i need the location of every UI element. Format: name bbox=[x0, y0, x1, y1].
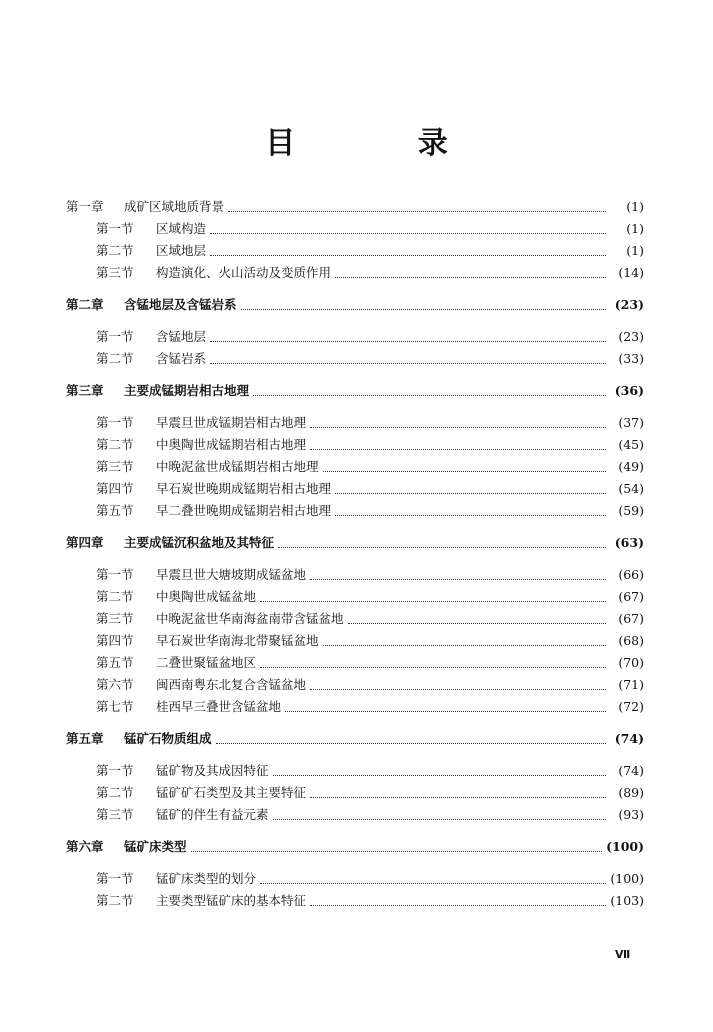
section-title: 锰矿的伴生有益元素 bbox=[156, 807, 269, 822]
dot-leader bbox=[241, 309, 606, 310]
toc-section-row bbox=[66, 674, 644, 696]
section-title: 早石炭世晚期成锰期岩相古地理 bbox=[156, 481, 332, 496]
section-page-number: (14) bbox=[618, 265, 644, 280]
toc-section-row bbox=[66, 868, 644, 890]
toc-section-row bbox=[66, 326, 644, 348]
section-page-number: (93) bbox=[618, 807, 644, 822]
section-title: 早震旦世大塘坡期成锰盆地 bbox=[156, 567, 307, 582]
toc-section-row bbox=[66, 262, 644, 284]
section-title: 含锰岩系 bbox=[156, 351, 207, 366]
chapter-title: 锰矿床类型 bbox=[124, 839, 187, 854]
dot-leader bbox=[273, 819, 606, 820]
toc-section-row bbox=[66, 652, 644, 674]
section-page-number: (70) bbox=[618, 655, 644, 670]
section-number: 第一节 bbox=[96, 871, 134, 886]
dot-leader bbox=[260, 667, 606, 668]
section-title: 含锰地层 bbox=[156, 329, 207, 344]
section-number: 第二节 bbox=[96, 351, 134, 366]
chapter-page-number: (23) bbox=[614, 297, 644, 312]
section-page-number: (103) bbox=[610, 893, 644, 908]
toc-section-row bbox=[66, 760, 644, 782]
toc-chapter-row bbox=[66, 294, 644, 316]
dot-leader bbox=[335, 493, 606, 494]
section-number: 第四节 bbox=[96, 633, 134, 648]
toc-chapter-row bbox=[66, 728, 644, 750]
dot-leader bbox=[191, 851, 603, 852]
toc-section-row bbox=[66, 218, 644, 240]
chapter-page-number: (74) bbox=[614, 731, 644, 746]
dot-leader bbox=[216, 743, 606, 744]
dot-leader bbox=[228, 211, 606, 212]
chapter-title: 含锰地层及含锰岩系 bbox=[124, 297, 237, 312]
chapter-number: 第五章 bbox=[66, 731, 104, 746]
section-number: 第五节 bbox=[96, 655, 134, 670]
section-title: 早二叠世晚期成锰期岩相古地理 bbox=[156, 503, 332, 518]
toc-section-row bbox=[66, 564, 644, 586]
section-title: 中晚泥盆世成锰期岩相古地理 bbox=[156, 459, 319, 474]
section-title: 锰矿矿石类型及其主要特征 bbox=[156, 785, 307, 800]
section-number: 第一节 bbox=[96, 221, 134, 236]
section-page-number: (33) bbox=[618, 351, 644, 366]
toc-section-row bbox=[66, 586, 644, 608]
dot-leader bbox=[310, 579, 606, 580]
chapter-number: 第四章 bbox=[66, 535, 104, 550]
dot-leader bbox=[210, 255, 606, 256]
section-page-number: (45) bbox=[618, 437, 644, 452]
toc-section-row bbox=[66, 500, 644, 522]
section-number: 第二节 bbox=[96, 893, 134, 908]
dot-leader bbox=[285, 711, 606, 712]
section-page-number: (49) bbox=[618, 459, 644, 474]
toc-section-row bbox=[66, 478, 644, 500]
section-title: 中奥陶世成锰盆地 bbox=[156, 589, 257, 604]
chapter-title: 锰矿石物质组成 bbox=[124, 731, 212, 746]
section-page-number: (1) bbox=[626, 221, 644, 236]
table-of-contents bbox=[66, 196, 644, 912]
section-title: 中奥陶世成锰期岩相古地理 bbox=[156, 437, 307, 452]
section-number: 第四节 bbox=[96, 481, 134, 496]
section-title: 区域构造 bbox=[156, 221, 207, 236]
toc-section-row bbox=[66, 348, 644, 370]
section-number: 第二节 bbox=[96, 437, 134, 452]
dot-leader bbox=[210, 341, 606, 342]
dot-leader bbox=[260, 601, 606, 602]
toc-section-row bbox=[66, 890, 644, 912]
section-title: 中晚泥盆世华南海盆南带含锰盆地 bbox=[156, 611, 344, 626]
chapter-page-number: (1) bbox=[626, 199, 644, 214]
section-title: 锰矿床类型的划分 bbox=[156, 871, 257, 886]
chapter-page-number: (36) bbox=[614, 383, 644, 398]
toc-section-row bbox=[66, 804, 644, 826]
section-number: 第六节 bbox=[96, 677, 134, 692]
section-number: 第一节 bbox=[96, 415, 134, 430]
dot-leader bbox=[335, 515, 606, 516]
dot-leader bbox=[310, 449, 606, 450]
section-page-number: (66) bbox=[618, 567, 644, 582]
dot-leader bbox=[278, 547, 606, 548]
section-page-number: (37) bbox=[618, 415, 644, 430]
section-title: 区域地层 bbox=[156, 243, 207, 258]
section-number: 第二节 bbox=[96, 589, 134, 604]
chapter-number: 第六章 bbox=[66, 839, 104, 854]
dot-leader bbox=[348, 623, 606, 624]
chapter-page-number: (63) bbox=[614, 535, 644, 550]
dot-leader bbox=[210, 233, 606, 234]
dot-leader bbox=[310, 689, 606, 690]
section-number: 第一节 bbox=[96, 567, 134, 582]
section-title: 二叠世聚锰盆地区 bbox=[156, 655, 257, 670]
page-title: 目 录 bbox=[265, 126, 504, 161]
section-number: 第五节 bbox=[96, 503, 134, 518]
toc-section-row bbox=[66, 434, 644, 456]
toc-chapter-row bbox=[66, 196, 644, 218]
section-page-number: (67) bbox=[618, 589, 644, 604]
section-page-number: (74) bbox=[618, 763, 644, 778]
dot-leader bbox=[210, 363, 606, 364]
toc-section-row bbox=[66, 782, 644, 804]
section-number: 第一节 bbox=[96, 763, 134, 778]
section-number: 第三节 bbox=[96, 807, 134, 822]
section-page-number: (68) bbox=[618, 633, 644, 648]
section-page-number: (67) bbox=[618, 611, 644, 626]
section-title: 构造演化、火山活动及变质作用 bbox=[156, 265, 332, 280]
section-title: 锰矿物及其成因特征 bbox=[156, 763, 269, 778]
toc-chapter-row bbox=[66, 836, 644, 858]
toc-chapter-row bbox=[66, 380, 644, 402]
section-title: 主要类型锰矿床的基本特征 bbox=[156, 893, 307, 908]
dot-leader bbox=[260, 883, 606, 884]
section-number: 第二节 bbox=[96, 785, 134, 800]
section-page-number: (100) bbox=[610, 871, 644, 886]
section-page-number: (89) bbox=[618, 785, 644, 800]
chapter-number: 第一章 bbox=[66, 199, 104, 214]
dot-leader bbox=[310, 905, 606, 906]
dot-leader bbox=[310, 427, 606, 428]
section-number: 第二节 bbox=[96, 243, 134, 258]
dot-leader bbox=[273, 775, 606, 776]
chapter-title: 主要成锰期岩相古地理 bbox=[124, 383, 250, 398]
section-title: 桂西早三叠世含锰盆地 bbox=[156, 699, 282, 714]
toc-chapter-row bbox=[66, 532, 644, 554]
section-number: 第三节 bbox=[96, 265, 134, 280]
section-page-number: (54) bbox=[618, 481, 644, 496]
section-title: 闽西南粤东北复合含锰盆地 bbox=[156, 677, 307, 692]
section-number: 第一节 bbox=[96, 329, 134, 344]
dot-leader bbox=[253, 395, 606, 396]
chapter-title: 成矿区域地质背景 bbox=[124, 199, 225, 214]
section-page-number: (59) bbox=[618, 503, 644, 518]
section-page-number: (72) bbox=[618, 699, 644, 714]
dot-leader bbox=[310, 797, 606, 798]
chapter-title: 主要成锰沉积盆地及其特征 bbox=[124, 535, 275, 550]
chapter-page-number: (100) bbox=[606, 839, 644, 854]
dot-leader bbox=[323, 645, 606, 646]
section-title: 早震旦世成锰期岩相古地理 bbox=[156, 415, 307, 430]
chapter-number: 第二章 bbox=[66, 297, 104, 312]
section-number: 第七节 bbox=[96, 699, 134, 714]
section-number: 第三节 bbox=[96, 459, 134, 474]
toc-section-row bbox=[66, 696, 644, 718]
section-number: 第三节 bbox=[96, 611, 134, 626]
section-title: 早石炭世华南海北带聚锰盆地 bbox=[156, 633, 319, 648]
dot-leader bbox=[335, 277, 606, 278]
chapter-number: 第三章 bbox=[66, 383, 104, 398]
toc-section-row bbox=[66, 630, 644, 652]
toc-section-row bbox=[66, 412, 644, 434]
section-page-number: (23) bbox=[618, 329, 644, 344]
section-page-number: (71) bbox=[618, 677, 644, 692]
toc-section-row bbox=[66, 240, 644, 262]
dot-leader bbox=[323, 471, 606, 472]
section-page-number: (1) bbox=[626, 243, 644, 258]
toc-section-row bbox=[66, 456, 644, 478]
toc-section-row bbox=[66, 608, 644, 630]
page-number: Ⅶ bbox=[615, 948, 631, 961]
